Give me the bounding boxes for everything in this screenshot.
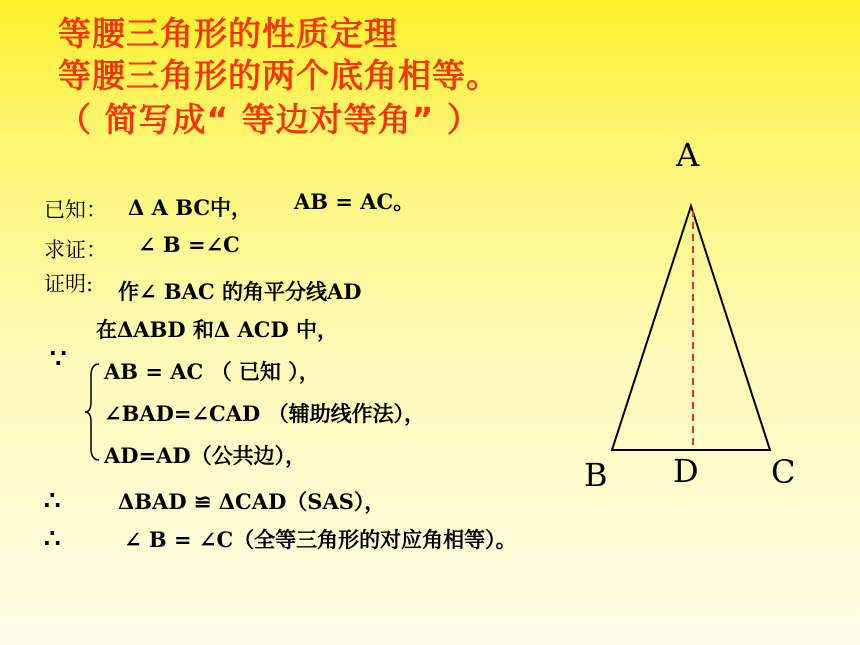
condition-1: AB = AC （ 已知 ）， — [104, 359, 320, 384]
therefore-symbol-1: ∴ — [44, 486, 61, 516]
conclusion-2: ∠ B = ∠C（全等三角形的对应角相等）。 — [124, 527, 517, 552]
therefore-symbol-2: ∴ — [44, 524, 61, 554]
triangle-abc — [612, 206, 770, 450]
point-d-label: D — [673, 452, 699, 490]
condition-3: AD=AD（公共边）， — [104, 443, 307, 468]
isosceles-triangle-figure — [560, 130, 840, 500]
vertex-a-label: A — [676, 136, 700, 174]
known-condition: AB = AC。 — [294, 189, 415, 214]
vertex-c-label: C — [771, 453, 796, 491]
title-line-2: 等腰三角形的两个底角相等。 — [58, 56, 500, 95]
title-line-3: （ 简写成“ 等边对等角” ） — [58, 100, 481, 139]
prove-label: 求证： — [44, 238, 107, 262]
known-triangle: Δ A BC中， — [128, 195, 253, 220]
step-in: 在ΔABD 和Δ ACD 中， — [96, 317, 338, 342]
brace — [84, 362, 100, 462]
proof-label: 证明: — [44, 272, 94, 296]
vertex-b-label: B — [584, 456, 608, 494]
known-label: 已知： — [44, 198, 107, 222]
title-line-1: 等腰三角形的性质定理 — [58, 14, 398, 53]
step-construct: 作∠ BAC 的角平分线AD — [118, 279, 362, 304]
condition-2: ∠BAD=∠CAD （辅助线作法）， — [104, 401, 426, 426]
because-symbol: ∵ — [50, 344, 67, 374]
prove-statement: ∠ B =∠C — [138, 232, 240, 257]
conclusion-1: ΔBAD ≌ ΔCAD（SAS）， — [118, 489, 386, 514]
